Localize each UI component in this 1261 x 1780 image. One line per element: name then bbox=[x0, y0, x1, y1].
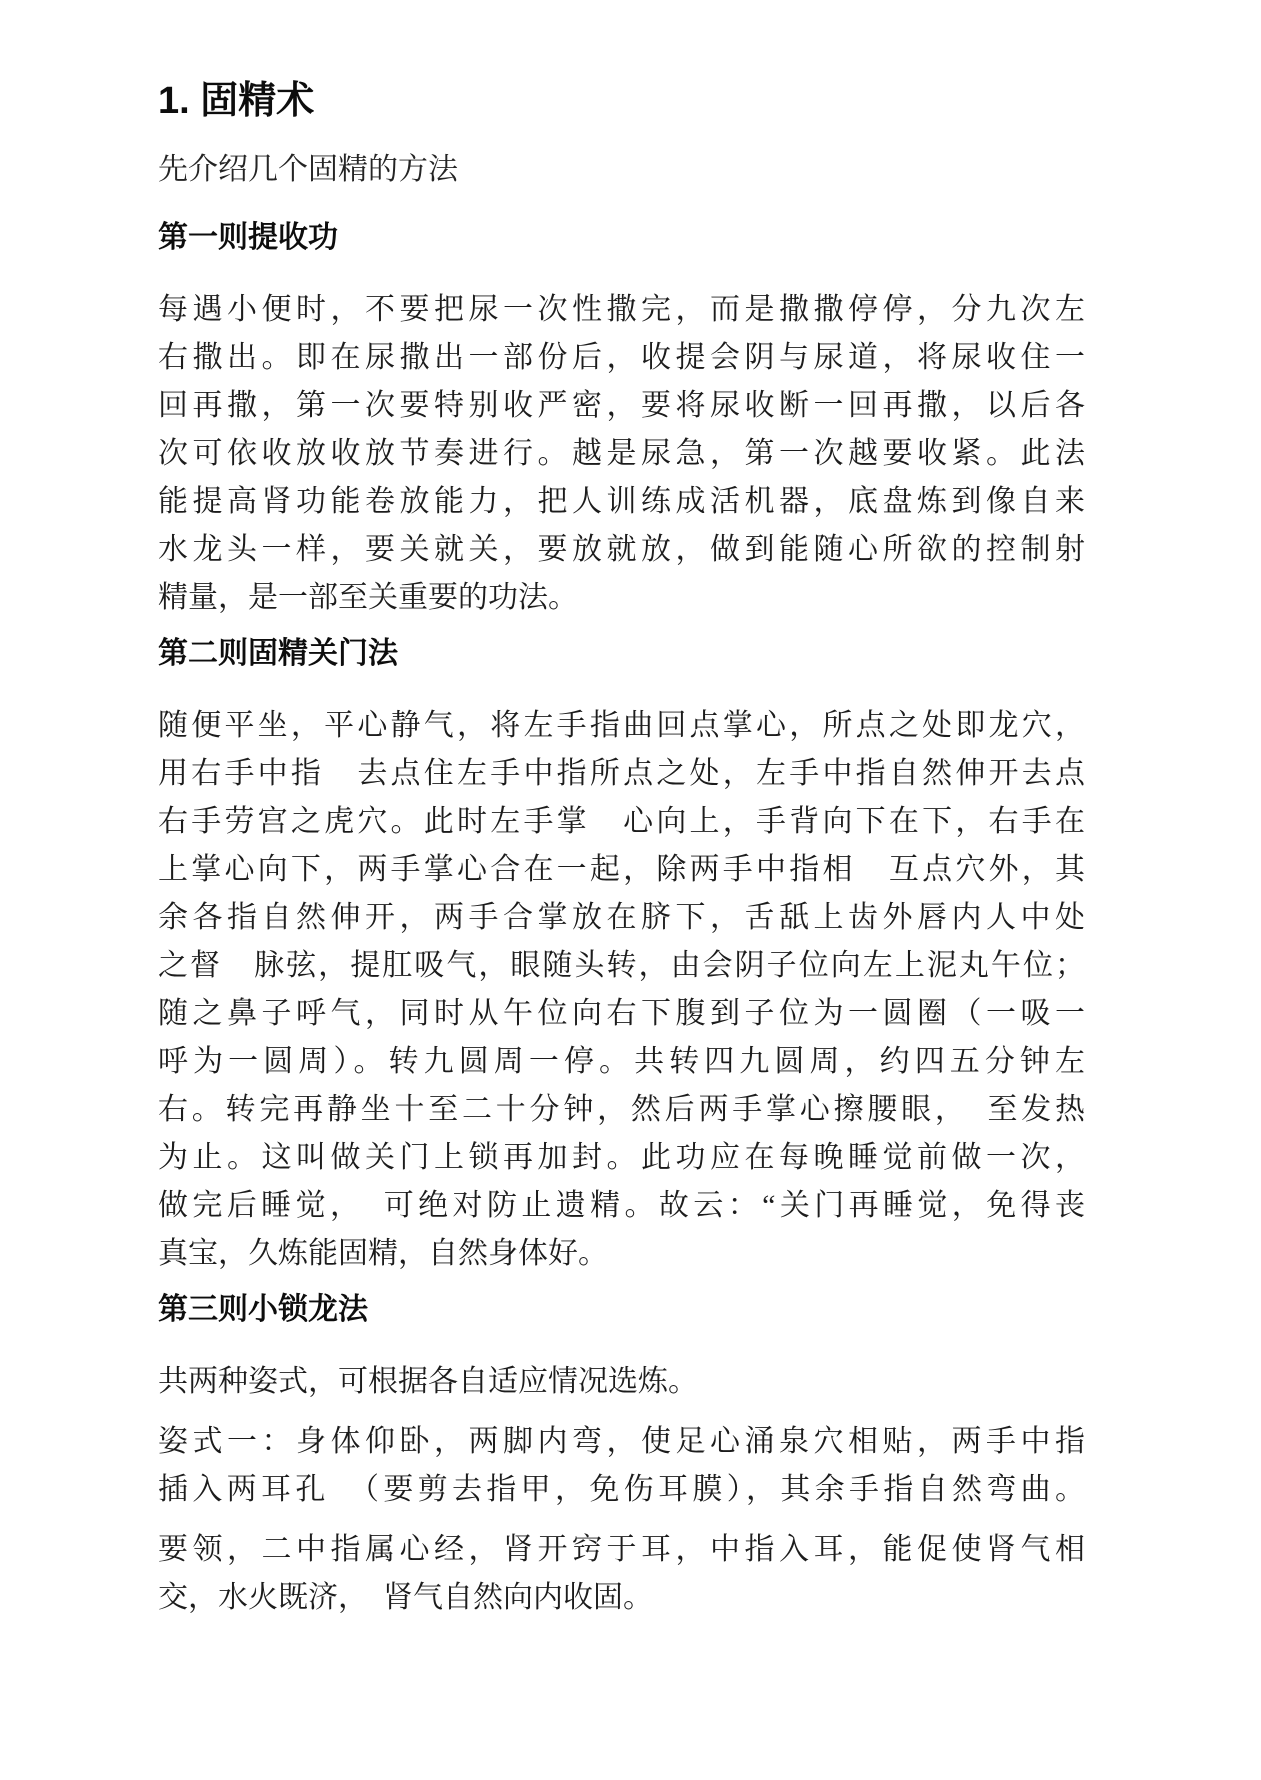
text-line: 随便平坐，平心静气，将左手指曲回点掌心，所点之处即龙穴， bbox=[158, 709, 1085, 742]
text-line: 次可依收放收放节奏进行。越是尿急，第一次越要收紧。此法 bbox=[158, 437, 1085, 470]
text-line: 精量，是一部至关重要的功法。 bbox=[158, 581, 578, 614]
paragraph bbox=[158, 702, 1085, 1278]
text-line: 每遇小便时，不要把尿一次性撒完，而是撒撒停停，分九次左 bbox=[158, 293, 1085, 326]
text-line: 水龙头一样，要关就关，要放就放，做到能随心所欲的控制射 bbox=[158, 533, 1085, 566]
section-heading-3: 第三则小锁龙法 bbox=[158, 1293, 368, 1326]
text-line: 随之鼻子呼气，同时从午位向右下腹到子位为一圆圈（一吸一 bbox=[158, 997, 1085, 1030]
text-line: 上掌心向下，两手掌心合在一起，除两手中指相 互点穴外，其 bbox=[158, 853, 1085, 886]
text-line: 右撒出。即在尿撒出一部份后，收提会阴与尿道，将尿收住一 bbox=[158, 341, 1085, 374]
text-line: 回再撒，第一次要特别收严密，要将尿收断一回再撒，以后各 bbox=[158, 389, 1085, 422]
text-line: 能提高肾功能卷放能力，把人训练成活机器，底盘炼到像自来 bbox=[158, 485, 1085, 518]
text-line: 用右手中指 去点住左手中指所点之处，左手中指自然伸开去点 bbox=[158, 757, 1085, 790]
text-line: 插入两耳孔 （要剪去指甲，免伤耳膜），其余手指自然弯曲。 bbox=[158, 1473, 1085, 1506]
text-line: 要领，二中指属心经，肾开窍于耳，中指入耳，能促使肾气相 bbox=[158, 1533, 1085, 1566]
intro-text: 先介绍几个固精的方法 bbox=[158, 153, 458, 186]
text-line: 呼为一圆周）。转九圆周一停。共转四九圆周，约四五分钟左 bbox=[158, 1045, 1085, 1078]
paragraph bbox=[158, 1358, 1085, 1406]
text-line: 做完后睡觉， 可绝对防止遗精。故云：“关门再睡觉，免得丧 bbox=[158, 1189, 1085, 1222]
sections bbox=[158, 218, 1085, 1622]
text-line: 姿式一：身体仰卧，两脚内弯，使足心涌泉穴相贴，两手中指 bbox=[158, 1425, 1085, 1458]
text-line: 交，水火既济， 肾气自然向内收固。 bbox=[158, 1581, 653, 1614]
text-line: 共两种姿式，可根据各自适应情况选炼。 bbox=[158, 1365, 698, 1398]
paragraph bbox=[158, 1526, 1085, 1622]
text-line: 真宝，久炼能固精，自然身体好。 bbox=[158, 1237, 608, 1270]
text-line: 右。转完再静坐十至二十分钟，然后两手掌心擦腰眼， 至发热 bbox=[158, 1093, 1085, 1126]
text-line: 右手劳宫之虎穴。此时左手掌 心向上，手背向下在下，右手在 bbox=[158, 805, 1085, 838]
section-heading-2: 第二则固精关门法 bbox=[158, 637, 398, 670]
text-line: 余各指自然伸开，两手合掌放在脐下，舌舐上齿外唇内人中处 bbox=[158, 901, 1085, 934]
text-line: 之督 脉弦，提肛吸气，眼随头转，由会阴子位向左上泥丸午位； bbox=[158, 949, 1085, 982]
section-heading-1: 第一则提收功 bbox=[158, 221, 338, 254]
paragraph bbox=[158, 286, 1085, 622]
document-title: 1. 固精术 bbox=[158, 80, 315, 122]
text-line: 为止。这叫做关门上锁再加封。此功应在每晚睡觉前做一次， bbox=[158, 1141, 1085, 1174]
paragraph bbox=[158, 1418, 1085, 1514]
